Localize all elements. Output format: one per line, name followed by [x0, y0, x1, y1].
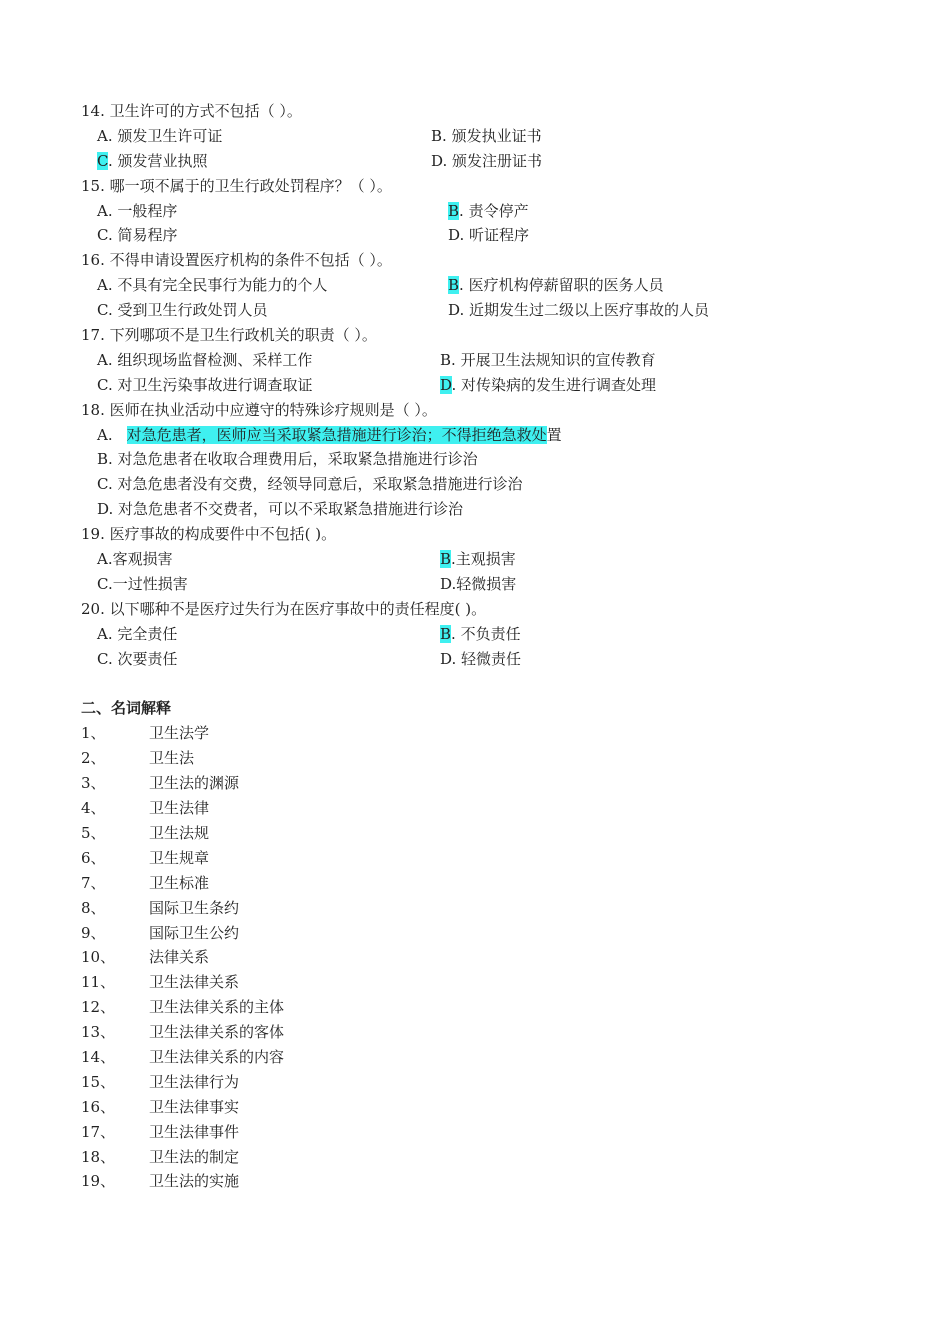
list-item: 17、 卫生法律事件 — [81, 1122, 240, 1141]
option-a: A. 颁发卫生许可证 — [97, 126, 223, 145]
option-a: A.客观损害 — [97, 550, 173, 569]
option-c: C. 对卫生污染事故进行调查取证 — [97, 375, 313, 394]
option-a: A. 组织现场监督检测、采样工作 — [97, 350, 313, 369]
option-b: B. 不负责任 — [440, 624, 521, 643]
list-item: 7、 卫生标准 — [81, 873, 210, 892]
list-item: 1、 卫生法学 — [81, 724, 210, 743]
option-row — [81, 273, 881, 298]
option-b: B. 对急危患者在收取合理费用后，采取紧急措施进行诊治 — [97, 450, 478, 469]
option-row — [81, 373, 881, 398]
answer-highlight: B — [440, 624, 452, 643]
question-stem: 14. 卫生许可的方式不包括（ ）。 — [81, 102, 302, 120]
list-item: 14、 卫生法律关系的内容 — [81, 1047, 285, 1066]
question-stem: 17. 下列哪项不是卫生行政机关的职责（ ）。 — [81, 326, 377, 345]
option-row — [81, 647, 881, 672]
option-d: D. 颁发注册证书 — [431, 151, 543, 170]
option-a: A. 不具有完全民事行为能力的个人 — [97, 276, 328, 295]
list-item: 10、 法律关系 — [81, 948, 210, 967]
section-title: 二、名词解释 — [81, 699, 172, 718]
answer-highlight: B — [448, 201, 460, 220]
option-row — [81, 298, 881, 323]
question-stem: 16. 不得申请设置医疗机构的条件不包括（ ）。 — [81, 251, 392, 270]
option-d: D. 近期发生过二级以上医疗事故的人员 — [448, 301, 710, 320]
question-14 — [81, 99, 881, 174]
option-b: B.主观损害 — [440, 550, 516, 569]
option-b: B. 医疗机构停薪留职的医务人员 — [448, 276, 664, 295]
option-b: B. 责令停产 — [448, 201, 529, 220]
document-page — [81, 99, 881, 1194]
question-stem: 19. 医疗事故的构成要件中不包括( )。 — [81, 525, 337, 544]
option-c: C. 受到卫生行政处罚人员 — [97, 301, 268, 320]
answer-highlight: D — [440, 375, 452, 394]
question-18 — [81, 398, 881, 522]
option-c: C. 颁发营业执照 — [97, 151, 208, 170]
list-item: 2、 卫生法 — [81, 749, 195, 768]
option-a: A. 对急危患者，医师应当采取紧急措施进行诊治；不得拒绝急救处置 — [97, 425, 562, 444]
option-c: C. 对急危患者没有交费，经领导同意后，采取紧急措施进行诊治 — [97, 475, 523, 494]
list-item: 9、 国际卫生公约 — [81, 923, 240, 942]
option-c: C. 次要责任 — [97, 649, 178, 668]
answer-highlight: B — [440, 550, 452, 569]
question-stem: 18. 医师在执业活动中应遵守的特殊诊疗规则是（ ）。 — [81, 400, 437, 419]
list-item: 15、 卫生法律行为 — [81, 1072, 240, 1091]
option-b: B. 颁发执业证书 — [431, 126, 542, 145]
list-item: 12、 卫生法律关系的主体 — [81, 998, 285, 1017]
question-17 — [81, 323, 881, 398]
option-a: A. 完全责任 — [97, 624, 178, 643]
option-d: D. 对传染病的发生进行调查处理 — [440, 375, 657, 394]
option-d: D. 对急危患者不交费者，可以不采取紧急措施进行诊治 — [97, 500, 464, 519]
list-item: 4、 卫生法律 — [81, 799, 210, 818]
option-row — [81, 572, 881, 597]
question-16 — [81, 248, 881, 323]
list-item: 5、 卫生法规 — [81, 823, 210, 842]
list-item: 16、 卫生法律事实 — [81, 1097, 240, 1116]
option-row — [81, 622, 881, 647]
question-19 — [81, 522, 881, 597]
answer-highlight: B — [448, 276, 460, 295]
list-item: 8、 国际卫生条约 — [81, 898, 240, 917]
question-stem: 15. 哪一项不属于的卫生行政处罚程序？（ ）。 — [81, 176, 392, 195]
option-a: A. 一般程序 — [97, 201, 178, 220]
option-row — [81, 348, 881, 373]
option-b: B. 开展卫生法规知识的宣传教育 — [440, 350, 656, 369]
option-row — [81, 547, 881, 572]
list-item: 18、 卫生法的制定 — [81, 1147, 240, 1166]
list-item: 13、 卫生法律关系的客体 — [81, 1023, 285, 1042]
option-row — [81, 124, 881, 149]
answer-highlight: C — [97, 151, 108, 170]
question-stem: 20. 以下哪种不是医疗过失行为在医疗事故中的责任程度( )。 — [81, 599, 487, 618]
option-c: C. 简易程序 — [97, 226, 178, 245]
answer-highlight: 对急危患者，医师应当采取紧急措施进行诊治；不得拒绝急救处 — [126, 425, 547, 444]
question-15 — [81, 174, 881, 249]
list-item: 3、 卫生法的渊源 — [81, 774, 240, 793]
list-item: 19、 卫生法的实施 — [81, 1172, 240, 1191]
list-item: 6、 卫生规章 — [81, 848, 210, 867]
option-c: C.一过性损害 — [97, 574, 188, 593]
option-row — [81, 199, 881, 224]
list-item: 11、 卫生法律关系 — [81, 973, 240, 992]
question-20 — [81, 597, 881, 672]
option-d: D. 轻微责任 — [440, 649, 522, 668]
term-list — [81, 721, 881, 1194]
option-row — [81, 149, 881, 174]
option-row — [81, 223, 881, 248]
option-d: D.轻微损害 — [440, 574, 517, 593]
option-d: D. 听证程序 — [448, 226, 530, 245]
